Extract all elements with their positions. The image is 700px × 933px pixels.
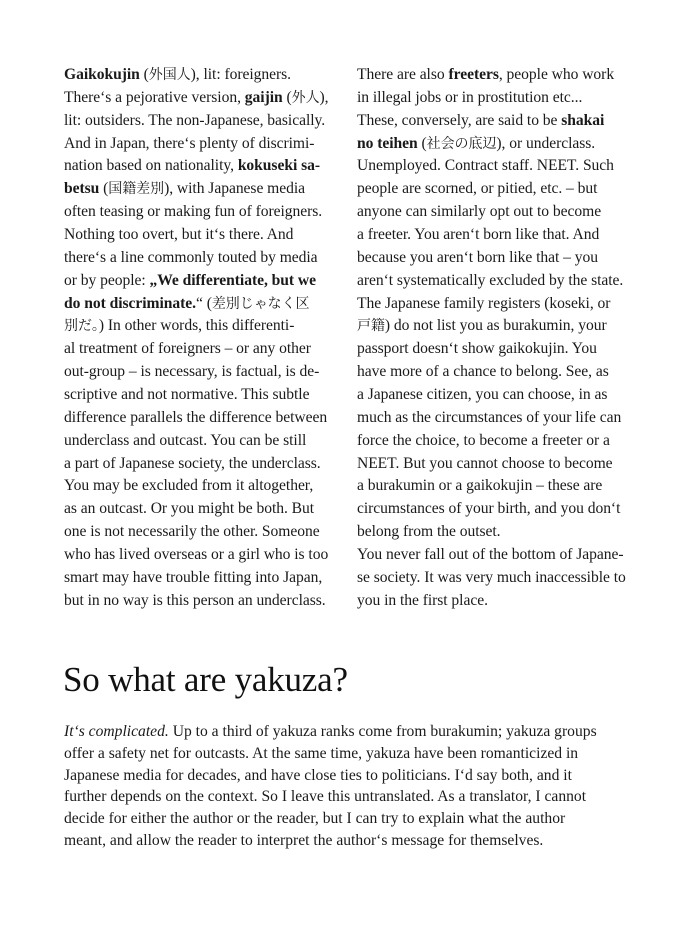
section-heading: So what are yakuza? <box>63 660 348 699</box>
text-line <box>64 224 354 247</box>
text-line <box>64 110 354 133</box>
japanese-text: 社会の底辺 <box>426 135 497 152</box>
text-segment: Japanese media for decades, and have close ties to politicians. I‘d say both, and it <box>64 766 572 784</box>
japanese-text: 差別じゃなく区 <box>211 295 310 312</box>
text-segment: aren‘t systematically excluded by the state. <box>357 271 624 289</box>
text-line <box>357 384 657 407</box>
text-segment: belong from the outset. <box>357 523 501 541</box>
text-segment: ), with Japanese media <box>164 180 306 198</box>
text-segment: a freeter. You aren‘t born like that. And <box>357 226 600 244</box>
text-line <box>64 721 664 743</box>
text-segment: nation based on nationality, <box>64 157 238 175</box>
text-segment: a burakumin or a gaikokujin – these are <box>357 477 603 495</box>
text-line <box>64 247 354 270</box>
text-segment: There‘s a pejorative version, <box>64 88 245 106</box>
text-line <box>64 361 354 384</box>
text-segment: ), <box>319 88 329 106</box>
right-column <box>357 64 657 613</box>
text-segment: ) In other words, this differenti- <box>98 317 295 335</box>
japanese-text: 別だ。 <box>64 318 99 335</box>
bold-term: „We differentiate, but we <box>149 271 316 289</box>
text-segment: Up to a third of yakuza ranks come from burakumin; yakuza groups <box>168 723 597 740</box>
bold-term: do not discriminate. <box>64 294 196 312</box>
text-line <box>357 544 657 567</box>
text-segment: force the choice, to become a freeter or a <box>357 431 610 449</box>
japanese-text: 外国人 <box>148 67 191 83</box>
text-segment: Unemployed. Contract staff. NEET. Such <box>357 157 614 175</box>
bold-term: betsu <box>64 180 100 198</box>
text-line <box>64 201 354 224</box>
text-line <box>64 475 354 498</box>
text-line <box>64 384 354 407</box>
text-segment: because you aren‘t born like that – you <box>357 248 598 266</box>
text-segment: decide for either the author or the reader, but I can try to explain what the author <box>64 810 566 828</box>
text-segment: you in the first place. <box>357 591 488 609</box>
text-line <box>64 743 664 765</box>
text-segment: ), lit: foreigners. <box>190 66 292 83</box>
text-segment: often teasing or making fun of foreigners. <box>64 203 323 221</box>
text-line <box>64 178 354 201</box>
text-segment: And in Japan, there‘s plenty of discrimi- <box>64 134 315 152</box>
text-segment: out-group – is necessary, is factual, is de- <box>64 363 320 381</box>
text-line <box>64 521 354 544</box>
text-line <box>64 407 354 430</box>
text-segment: a Japanese citizen, you can choose, in as <box>357 386 608 404</box>
text-segment: as an outcast. Or you might be both. But <box>64 500 315 518</box>
text-segment: a part of Japanese society, the underclass. <box>64 454 321 472</box>
text-segment: ( <box>99 180 109 198</box>
text-line <box>64 544 354 567</box>
japanese-text: 外人 <box>291 89 320 106</box>
bold-term: shakai <box>561 111 605 129</box>
text-line <box>64 786 664 808</box>
text-line <box>64 270 354 293</box>
text-line <box>64 64 354 87</box>
japanese-text: 戸籍 <box>357 318 385 335</box>
text-segment: much as the circumstances of your life can <box>357 408 622 426</box>
text-line <box>357 498 657 521</box>
text-line <box>64 133 354 156</box>
text-line <box>357 224 657 247</box>
text-segment: or by people: <box>64 271 150 289</box>
text-segment: al treatment of foreigners – or any other <box>64 340 311 358</box>
text-segment: lit: outsiders. The non-Japanese, basically. <box>64 111 326 129</box>
text-line <box>357 293 657 316</box>
text-segment: ) do not list you as burakumin, your <box>384 317 607 335</box>
text-segment: Nothing too overt, but it‘s there. And <box>64 226 294 244</box>
text-segment: ( <box>417 134 427 152</box>
text-segment: offer a safety net for outcasts. At the same time, yakuza have been romanticized in <box>64 744 579 762</box>
left-column <box>64 64 354 613</box>
text-segment: You never fall out of the bottom of Japane- <box>357 546 624 564</box>
italic-text: It‘s complicated. <box>64 723 169 740</box>
text-line <box>357 247 657 270</box>
bold-term: no teihen <box>357 134 418 152</box>
text-segment: further depends on the context. So I leave this untranslated. As a translator, I cannot <box>64 788 587 806</box>
text-segment: circumstances of your birth, and you don‘t <box>357 500 621 518</box>
text-segment: The Japanese family registers (koseki, or <box>357 294 611 312</box>
text-line <box>357 155 657 178</box>
text-line <box>357 315 657 338</box>
text-line <box>64 430 354 453</box>
text-line <box>357 338 657 361</box>
text-line <box>357 270 657 293</box>
text-line <box>64 87 354 110</box>
text-line <box>357 133 657 156</box>
text-line <box>357 521 657 544</box>
text-line <box>64 808 664 830</box>
bold-term: freeters <box>448 66 499 83</box>
text-segment: ), or underclass. <box>496 134 596 152</box>
text-line <box>64 567 354 590</box>
text-segment: smart may have trouble fitting into Japan, <box>64 568 323 586</box>
text-segment: NEET. But you cannot choose to become <box>357 454 613 472</box>
text-line <box>357 87 657 110</box>
section-paragraph <box>64 721 664 852</box>
text-segment: passport doesn‘t show gaikokujin. You <box>357 340 597 358</box>
bold-term: gaijin <box>244 88 283 106</box>
text-line <box>357 178 657 201</box>
text-segment: who has lived overseas or a girl who is too <box>64 546 329 564</box>
text-segment: se society. It was very much inaccessible to <box>357 568 626 586</box>
text-segment: there‘s a line commonly touted by media <box>64 248 318 266</box>
text-segment: but in no way is this person an underclass. <box>64 591 326 609</box>
text-segment: difference parallels the difference between <box>64 408 328 426</box>
text-line <box>357 201 657 224</box>
text-segment: in illegal jobs or in prostitution etc... <box>357 88 583 106</box>
text-line <box>64 590 354 613</box>
text-segment: There are also <box>357 66 449 83</box>
text-segment: one is not necessarily the other. Someone <box>64 523 320 541</box>
text-line <box>64 498 354 521</box>
text-line <box>357 361 657 384</box>
text-line <box>64 338 354 361</box>
text-segment: “ ( <box>195 294 212 312</box>
text-line <box>357 110 657 133</box>
text-line <box>357 64 657 87</box>
text-segment: people are scorned, or pitied, etc. – but <box>357 180 598 198</box>
text-line <box>64 315 354 338</box>
text-segment: , people who work <box>498 66 615 83</box>
text-segment: You may be excluded from it altogether, <box>64 477 314 495</box>
text-segment: These, conversely, are said to be <box>357 111 562 129</box>
text-segment: ( <box>282 88 292 106</box>
text-segment: anyone can similarly opt out to become <box>357 203 602 221</box>
text-segment: have more of a chance to belong. See, as <box>357 363 609 381</box>
text-line <box>64 453 354 476</box>
text-line <box>357 453 657 476</box>
text-line <box>357 590 657 613</box>
text-segment: ( <box>139 66 149 83</box>
text-line <box>357 475 657 498</box>
text-line <box>357 430 657 453</box>
text-line <box>357 567 657 590</box>
bold-term: kokuseki sa- <box>237 157 320 175</box>
text-line <box>64 830 664 852</box>
text-line <box>64 155 354 178</box>
text-segment: underclass and outcast. You can be still <box>64 431 307 449</box>
text-line <box>357 407 657 430</box>
text-line <box>64 765 664 787</box>
bold-term: Gaikokujin <box>64 66 140 83</box>
text-segment: scriptive and not normative. This subtle <box>64 386 310 404</box>
japanese-text: 国籍差別 <box>108 181 165 198</box>
text-line <box>64 293 354 316</box>
text-segment: meant, and allow the reader to interpret the author‘s message for themselves. <box>64 831 544 849</box>
